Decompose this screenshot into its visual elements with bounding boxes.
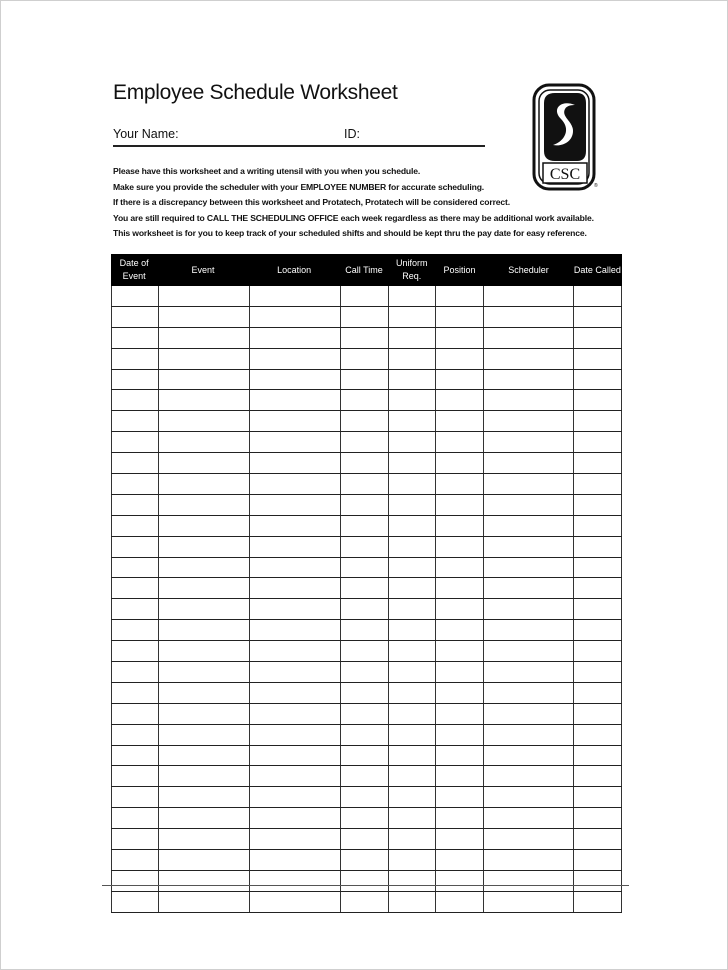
table-row (111, 766, 622, 787)
table-cell (436, 558, 484, 578)
column-header: Date Called (574, 254, 622, 286)
table-cell (111, 704, 159, 724)
table-cell (341, 599, 389, 619)
table-cell (159, 620, 249, 640)
table-cell (436, 349, 484, 369)
table-cell (389, 537, 436, 557)
table-cell (389, 683, 436, 703)
table-cell (389, 390, 436, 410)
table-cell (250, 411, 341, 431)
table-cell (436, 871, 484, 891)
table-cell (389, 725, 436, 745)
table-cell (389, 662, 436, 682)
page-bottom-line (102, 885, 629, 886)
table-row (111, 432, 622, 453)
table-cell (574, 558, 622, 578)
column-header: Call Time (340, 254, 388, 286)
table-row (111, 829, 622, 850)
instruction-line: Make sure you provide the scheduler with your EMPLOYEE NUMBER for accurate scheduling. (113, 181, 485, 192)
table-cell (250, 370, 341, 390)
table-cell (250, 746, 341, 766)
table-cell (341, 537, 389, 557)
instruction-line: This worksheet is for you to keep track of your scheduled shifts and should be kept thru the pay date for easy reference. (113, 228, 587, 238)
table-cell (436, 704, 484, 724)
table-cell (436, 328, 484, 348)
table-cell (389, 892, 436, 912)
column-header: Date of Event (111, 254, 158, 286)
table-cell (574, 787, 622, 807)
table-cell (484, 662, 573, 682)
table-cell (574, 850, 622, 870)
table-row (111, 516, 622, 537)
table-cell (111, 829, 159, 849)
table-cell (574, 599, 622, 619)
table-cell (111, 370, 159, 390)
table-cell (484, 516, 573, 536)
table-row (111, 328, 622, 349)
table-cell (111, 411, 159, 431)
table-cell (159, 704, 249, 724)
table-cell (574, 307, 622, 327)
table-cell (111, 578, 159, 598)
table-cell (484, 599, 573, 619)
table-cell (250, 829, 341, 849)
table-cell (159, 578, 249, 598)
table-cell (159, 725, 249, 745)
table-row (111, 892, 622, 913)
column-header: Event (158, 254, 249, 286)
table-cell (250, 537, 341, 557)
table-cell (159, 746, 249, 766)
table-row (111, 871, 622, 892)
table-cell (484, 641, 573, 661)
table-cell (341, 307, 389, 327)
table-cell (250, 516, 341, 536)
table-cell (484, 558, 573, 578)
table-cell (389, 307, 436, 327)
table-row (111, 599, 622, 620)
table-cell (111, 892, 159, 912)
table-cell (389, 704, 436, 724)
page-title: Employee Schedule Worksheet (113, 81, 398, 104)
table-cell (389, 808, 436, 828)
table-cell (436, 307, 484, 327)
table-cell (436, 286, 484, 306)
table-cell (436, 578, 484, 598)
instructions (113, 164, 594, 242)
table-row (111, 370, 622, 391)
table-cell (389, 620, 436, 640)
table-cell (574, 620, 622, 640)
table-row (111, 474, 622, 495)
table-cell (389, 286, 436, 306)
table-cell (250, 474, 341, 494)
schedule-table (111, 254, 622, 913)
table-row (111, 746, 622, 767)
table-row (111, 390, 622, 411)
csc-logo (531, 83, 599, 193)
table-cell (574, 704, 622, 724)
table-cell (250, 390, 341, 410)
table-cell (574, 516, 622, 536)
table-cell (250, 787, 341, 807)
table-cell (389, 746, 436, 766)
table-cell (111, 662, 159, 682)
table-cell (389, 829, 436, 849)
table-cell (484, 370, 573, 390)
table-row (111, 662, 622, 683)
table-cell (436, 453, 484, 473)
table-body (111, 286, 622, 913)
table-cell (341, 808, 389, 828)
table-cell (159, 411, 249, 431)
name-id-line (113, 125, 485, 147)
column-header: Scheduler (484, 254, 574, 286)
table-cell (574, 495, 622, 515)
table-cell (159, 474, 249, 494)
table-cell (250, 662, 341, 682)
table-cell (389, 787, 436, 807)
table-cell (484, 578, 573, 598)
table-cell (484, 746, 573, 766)
table-cell (159, 599, 249, 619)
table-cell (484, 349, 573, 369)
table-cell (484, 850, 573, 870)
table-cell (341, 850, 389, 870)
table-row (111, 286, 622, 307)
table-cell (484, 620, 573, 640)
table-cell (484, 766, 573, 786)
table-cell (574, 829, 622, 849)
table-cell (436, 746, 484, 766)
table-cell (484, 829, 573, 849)
table-cell (484, 432, 573, 452)
table-cell (111, 766, 159, 786)
table-cell (111, 495, 159, 515)
table-row (111, 620, 622, 641)
table-row (111, 683, 622, 704)
table-cell (389, 516, 436, 536)
table-row (111, 411, 622, 432)
table-cell (389, 370, 436, 390)
table-cell (159, 787, 249, 807)
table-cell (574, 432, 622, 452)
table-cell (389, 558, 436, 578)
table-cell (574, 641, 622, 661)
table-cell (389, 411, 436, 431)
table-cell (341, 725, 389, 745)
table-cell (389, 474, 436, 494)
table-cell (250, 599, 341, 619)
table-cell (111, 746, 159, 766)
table-cell (574, 370, 622, 390)
table-cell (341, 474, 389, 494)
table-cell (484, 474, 573, 494)
table-cell (250, 620, 341, 640)
table-cell (484, 871, 573, 891)
table-cell (341, 620, 389, 640)
table-cell (574, 871, 622, 891)
table-cell (159, 307, 249, 327)
table-cell (436, 850, 484, 870)
table-cell (111, 871, 159, 891)
column-header: Position (436, 254, 484, 286)
table-cell (389, 850, 436, 870)
instruction-line: You are still required to CALL THE SCHEDULING OFFICE each week regardless as there may be additional work available. (113, 212, 594, 223)
table-row (111, 725, 622, 746)
table-cell (250, 307, 341, 327)
table-cell (341, 578, 389, 598)
table-cell (111, 787, 159, 807)
table-cell (111, 537, 159, 557)
table-cell (389, 432, 436, 452)
table-cell (436, 411, 484, 431)
table-cell (574, 766, 622, 786)
table-cell (250, 453, 341, 473)
table-cell (250, 349, 341, 369)
table-cell (436, 787, 484, 807)
table-cell (436, 516, 484, 536)
table-cell (341, 746, 389, 766)
table-cell (574, 411, 622, 431)
table-cell (484, 892, 573, 912)
table-cell (484, 390, 573, 410)
table-cell (484, 537, 573, 557)
table-cell (159, 808, 249, 828)
table-cell (436, 808, 484, 828)
table-cell (250, 892, 341, 912)
table-cell (250, 850, 341, 870)
table-cell (159, 390, 249, 410)
table-cell (574, 746, 622, 766)
instruction-line: If there is a discrepancy between this worksheet and Protatech, Protatech will be considered correct. (113, 197, 511, 207)
table-cell (159, 766, 249, 786)
table-cell (341, 453, 389, 473)
table-cell (484, 453, 573, 473)
table-cell (389, 641, 436, 661)
table-cell (111, 286, 159, 306)
table-cell (159, 286, 249, 306)
table-cell (250, 286, 341, 306)
column-header: Location (249, 254, 341, 286)
table-cell (436, 390, 484, 410)
table-cell (389, 766, 436, 786)
table-cell (341, 516, 389, 536)
table-cell (250, 432, 341, 452)
table-cell (341, 411, 389, 431)
table-cell (341, 641, 389, 661)
table-cell (436, 432, 484, 452)
table-cell (111, 453, 159, 473)
table-row (111, 307, 622, 328)
table-cell (484, 683, 573, 703)
table-cell (341, 662, 389, 682)
table-cell (484, 495, 573, 515)
table-cell (341, 349, 389, 369)
table-cell (389, 453, 436, 473)
table-cell (111, 725, 159, 745)
table-header (111, 254, 622, 286)
table-cell (341, 892, 389, 912)
table-cell (484, 704, 573, 724)
table-cell (436, 829, 484, 849)
table-cell (484, 411, 573, 431)
table-cell (159, 871, 249, 891)
column-header: Uniform Req. (389, 254, 436, 286)
table-cell (159, 641, 249, 661)
table-row (111, 808, 622, 829)
table-cell (436, 599, 484, 619)
table-cell (111, 683, 159, 703)
table-cell (250, 808, 341, 828)
table-cell (484, 328, 573, 348)
table-cell (111, 432, 159, 452)
table-cell (484, 307, 573, 327)
table-cell (436, 474, 484, 494)
table-cell (484, 286, 573, 306)
table-cell (250, 683, 341, 703)
table-cell (111, 390, 159, 410)
table-cell (341, 432, 389, 452)
table-cell (159, 662, 249, 682)
table-cell (341, 390, 389, 410)
table-cell (389, 328, 436, 348)
table-cell (159, 850, 249, 870)
table-cell (574, 349, 622, 369)
table-cell (389, 599, 436, 619)
table-cell (250, 328, 341, 348)
table-cell (436, 370, 484, 390)
table-cell (250, 704, 341, 724)
table-cell (159, 432, 249, 452)
table-cell (341, 871, 389, 891)
table-cell (436, 620, 484, 640)
table-cell (159, 370, 249, 390)
table-cell (111, 558, 159, 578)
table-cell (341, 787, 389, 807)
table-cell (341, 683, 389, 703)
table-cell (436, 725, 484, 745)
table-cell (111, 328, 159, 348)
table-cell (159, 453, 249, 473)
table-cell (574, 725, 622, 745)
table-cell (159, 537, 249, 557)
table-cell (341, 495, 389, 515)
table-cell (436, 766, 484, 786)
table-row (111, 495, 622, 516)
table-cell (250, 725, 341, 745)
table-cell (111, 516, 159, 536)
table-cell (574, 286, 622, 306)
table-cell (341, 370, 389, 390)
table-cell (574, 892, 622, 912)
table-cell (250, 558, 341, 578)
table-cell (574, 453, 622, 473)
table-cell (159, 328, 249, 348)
logo-text: CSC (549, 166, 581, 183)
table-row (111, 787, 622, 808)
table-cell (111, 307, 159, 327)
table-cell (574, 390, 622, 410)
table-cell (341, 286, 389, 306)
table-cell (250, 871, 341, 891)
table-cell (436, 495, 484, 515)
table-cell (484, 725, 573, 745)
table-cell (389, 495, 436, 515)
table-cell (111, 620, 159, 640)
table-cell (159, 516, 249, 536)
table-cell (436, 537, 484, 557)
table-cell (436, 683, 484, 703)
table-cell (159, 829, 249, 849)
svg-text:®: ® (594, 183, 598, 189)
table-cell (341, 704, 389, 724)
table-cell (159, 495, 249, 515)
table-cell (574, 474, 622, 494)
table-row (111, 850, 622, 871)
table-row (111, 578, 622, 599)
table-cell (250, 495, 341, 515)
id-label: ID: (344, 127, 360, 141)
table-cell (341, 328, 389, 348)
table-cell (574, 328, 622, 348)
table-cell (111, 808, 159, 828)
table-cell (436, 662, 484, 682)
table-cell (484, 808, 573, 828)
table-cell (574, 537, 622, 557)
table-row (111, 558, 622, 579)
table-cell (159, 892, 249, 912)
your-name-label: Your Name: (113, 127, 179, 141)
table-row (111, 641, 622, 662)
table-row (111, 704, 622, 725)
table-cell (484, 787, 573, 807)
table-cell (159, 349, 249, 369)
table-cell (250, 578, 341, 598)
table-cell (111, 641, 159, 661)
table-cell (574, 683, 622, 703)
table-cell (341, 829, 389, 849)
table-cell (436, 641, 484, 661)
table-cell (389, 578, 436, 598)
table-row (111, 453, 622, 474)
table-cell (436, 892, 484, 912)
table-cell (250, 766, 341, 786)
table-cell (111, 599, 159, 619)
table-cell (159, 558, 249, 578)
table-cell (389, 349, 436, 369)
table-cell (389, 871, 436, 891)
table-cell (341, 558, 389, 578)
instruction-line: Please have this worksheet and a writing utensil with you when you schedule. (113, 166, 421, 176)
table-cell (574, 662, 622, 682)
table-cell (111, 349, 159, 369)
table-cell (250, 641, 341, 661)
table-cell (341, 766, 389, 786)
table-cell (159, 683, 249, 703)
table-cell (574, 578, 622, 598)
table-row (111, 537, 622, 558)
table-cell (574, 808, 622, 828)
table-cell (111, 474, 159, 494)
table-row (111, 349, 622, 370)
table-cell (111, 850, 159, 870)
